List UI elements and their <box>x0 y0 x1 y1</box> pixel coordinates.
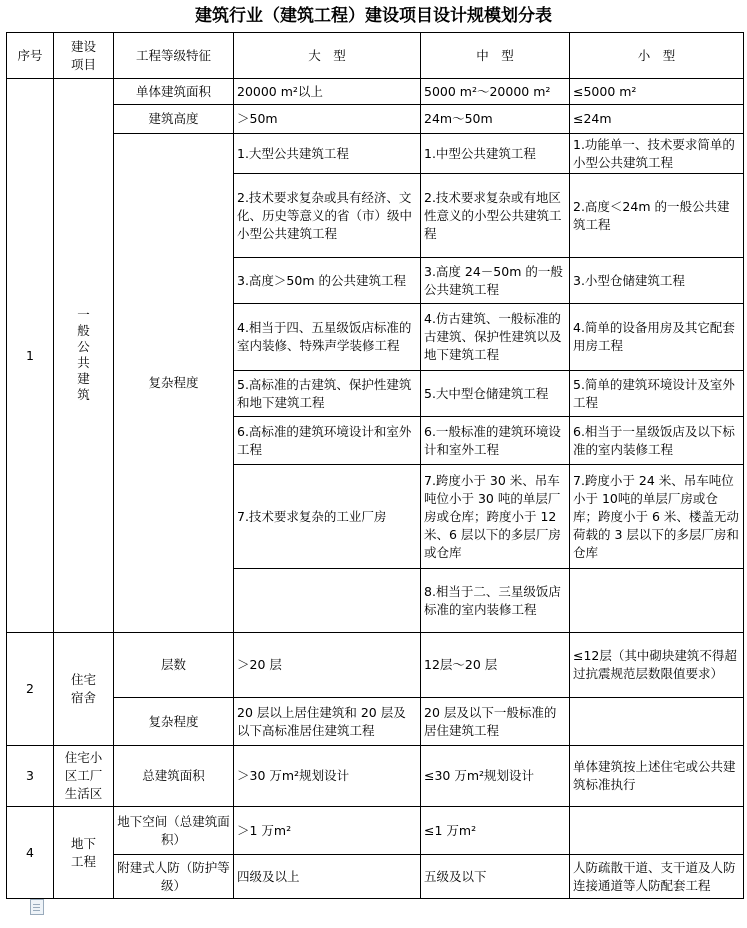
group4-defense-medium: 五级及以下 <box>421 855 570 899</box>
group2-seq: 2 <box>7 633 54 746</box>
group3-medium: ≤30 万m²规划设计 <box>421 746 570 807</box>
header-feature: 工程等级特征 <box>114 33 234 79</box>
table-row <box>7 134 744 174</box>
group1-complexity-small: 2.高度＜24m 的一般公共建筑工程 <box>570 174 744 258</box>
group1-complexity-large: 2.技术要求复杂或具有经济、文化、历史等意义的省（市）级中小型公共建筑工程 <box>234 174 421 258</box>
group3-item <box>54 746 114 807</box>
group2-complexity-large: 20 层以上居住建筑和 20 层及以下高标准居住建筑工程 <box>234 698 421 746</box>
header-item-line1: 建设 <box>70 38 96 54</box>
group4-space-small <box>570 807 744 855</box>
group2-floors-medium: 12层～20 层 <box>421 633 570 698</box>
table-row <box>7 855 744 899</box>
group2-complexity-small <box>570 698 744 746</box>
group1-seq: 1 <box>7 79 54 633</box>
group1-complexity-small: 1.功能单一、技术要求简单的小型公共建筑工程 <box>570 134 744 174</box>
header-item <box>54 33 114 79</box>
group1-area-large: 20000 m²以上 <box>234 79 421 105</box>
group2-floors-large: ＞20 层 <box>234 633 421 698</box>
group1-complexity-small <box>570 569 744 633</box>
group4-space-medium: ≤1 万m² <box>421 807 570 855</box>
group1-item-char: 一 <box>77 307 90 322</box>
group3-feature: 总建筑面积 <box>114 746 234 807</box>
header-large: 大 型 <box>234 33 421 79</box>
page-title: 建筑行业（建筑工程）建设项目设计规模划分表 <box>195 6 552 26</box>
group3-seq: 3 <box>7 746 54 807</box>
group1-complexity-medium: 5.大中型仓储建筑工程 <box>421 371 570 417</box>
group1-complexity-large: 7.技术要求复杂的工业厂房 <box>234 465 421 569</box>
group1-complexity-small: 3.小型仓储建筑工程 <box>570 258 744 304</box>
group1-area-small: ≤5000 m² <box>570 79 744 105</box>
group4-space-feature: 地下空间（总建筑面积） <box>114 807 234 855</box>
group1-complexity-medium: 4.仿古建筑、一般标准的古建筑、保护性建筑以及地下建筑工程 <box>421 304 570 371</box>
group2-floors-feature: 层数 <box>114 633 234 698</box>
table-row <box>7 698 744 746</box>
table-row <box>7 807 744 855</box>
group1-complexity-large: 1.大型公共建筑工程 <box>234 134 421 174</box>
group1-complexity-small: 7.跨度小于 24 米、吊车吨位小于 10吨的单层厂房或仓库；跨度小于 6 米、楼盖无动荷载的 3 层以下的多层厂房和仓库 <box>570 465 744 569</box>
group4-item-line2: 工程 <box>70 853 96 869</box>
group1-complexity-medium: 3.高度 24－50m 的一般公共建筑工程 <box>421 258 570 304</box>
group1-complexity-small: 6.相当于一星级饭店及以下标准的室内装修工程 <box>570 417 744 465</box>
group4-defense-small: 人防疏散干道、支干道及人防连接通道等人防配套工程 <box>570 855 744 899</box>
header-row <box>7 33 744 79</box>
group1-complexity-small: 4.简单的设备用房及其它配套用房工程 <box>570 304 744 371</box>
group1-height-feature: 建筑高度 <box>114 105 234 134</box>
group2-complexity-feature: 复杂程度 <box>114 698 234 746</box>
header-item-line2: 项目 <box>70 56 96 72</box>
group1-complexity-large <box>234 569 421 633</box>
table-row <box>7 79 744 105</box>
group1-height-small: ≤24m <box>570 105 744 134</box>
header-small: 小 型 <box>570 33 744 79</box>
group4-seq: 4 <box>7 807 54 899</box>
group1-complexity-medium: 7.跨度小于 30 米、吊车吨位小于 30 吨的单层厂房或仓库；跨度小于 12 米、6 层以下的多层厂房或仓库 <box>421 465 570 569</box>
group1-complexity-large: 3.高度＞50m 的公共建筑工程 <box>234 258 421 304</box>
table-row <box>7 746 744 807</box>
group2-item <box>54 633 114 746</box>
group3-item-line2: 区工厂 <box>64 768 103 783</box>
group1-area-medium: 5000 m²～20000 m² <box>421 79 570 105</box>
group3-item-line1: 住宅小 <box>64 750 103 765</box>
group1-complexity-feature: 复杂程度 <box>114 134 234 633</box>
group1-item-char: 共 <box>77 355 90 370</box>
group1-item-char: 般 <box>77 323 90 338</box>
group1-complexity-large: 6.高标准的建筑环境设计和室外工程 <box>234 417 421 465</box>
header-seq: 序号 <box>7 33 54 79</box>
group1-complexity-medium: 2.技术要求复杂或有地区性意义的小型公共建筑工程 <box>421 174 570 258</box>
group1-item-char: 建 <box>77 371 90 386</box>
group1-complexity-large: 4.相当于四、五星级饭店标准的室内装修、特殊声学装修工程 <box>234 304 421 371</box>
group2-complexity-medium: 20 层及以下一般标准的居住建筑工程 <box>421 698 570 746</box>
group1-height-medium: 24m～50m <box>421 105 570 134</box>
group1-complexity-large: 5.高标准的古建筑、保护性建筑和地下建筑工程 <box>234 371 421 417</box>
group4-item-line1: 地下 <box>70 835 96 851</box>
group1-item-char: 公 <box>77 339 90 354</box>
document-icon <box>30 899 44 915</box>
group2-item-line2: 宿舍 <box>70 690 96 705</box>
table-row <box>7 633 744 698</box>
group4-defense-large: 四级及以上 <box>234 855 421 899</box>
group1-height-large: ＞50m <box>234 105 421 134</box>
group1-complexity-medium: 1.中型公共建筑工程 <box>421 134 570 174</box>
group3-item-line3: 生活区 <box>64 786 103 801</box>
group1-complexity-medium: 8.相当于二、三星级饭店标准的室内装修工程 <box>421 569 570 633</box>
group4-defense-feature: 附建式人防（防护等级） <box>114 855 234 899</box>
group4-space-large: ＞1 万m² <box>234 807 421 855</box>
group3-small: 单体建筑按上述住宅或公共建筑标准执行 <box>570 746 744 807</box>
scale-classification-table <box>6 32 744 899</box>
group1-area-feature: 单体建筑面积 <box>114 79 234 105</box>
group1-complexity-small: 5.简单的建筑环境设计及室外工程 <box>570 371 744 417</box>
table-row <box>7 105 744 134</box>
group1-complexity-medium: 6.一般标准的建筑环境设计和室外工程 <box>421 417 570 465</box>
group2-item-line1: 住宅 <box>70 672 96 687</box>
group3-large: ＞30 万m²规划设计 <box>234 746 421 807</box>
group4-item <box>54 807 114 899</box>
group1-item-char: 筑 <box>77 387 90 402</box>
header-medium: 中 型 <box>421 33 570 79</box>
group1-item <box>54 79 114 633</box>
group2-floors-small: ≤12层（其中砌块建筑不得超过抗震规范层数限值要求） <box>570 633 744 698</box>
